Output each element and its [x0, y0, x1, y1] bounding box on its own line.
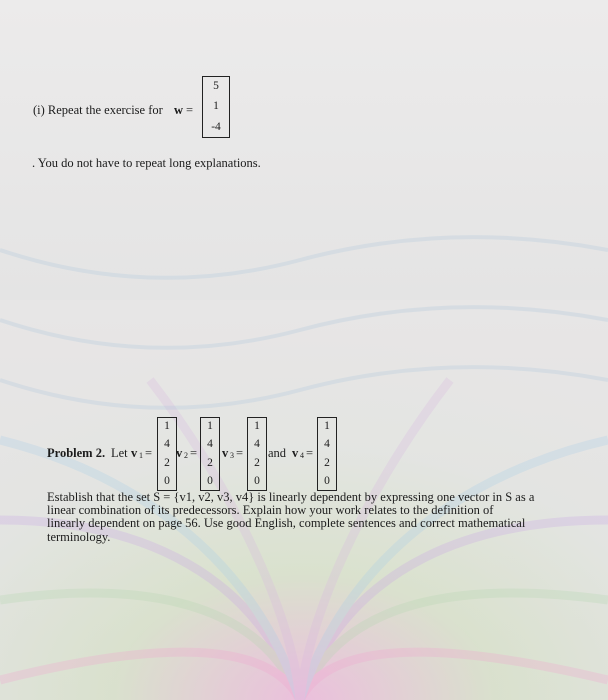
v2-entry-3: 2: [207, 456, 213, 469]
v4-symbol: v: [292, 446, 299, 460]
v2-symbol: v: [176, 446, 183, 460]
v1-matrix: [157, 417, 177, 491]
v3-subscript: 3: [230, 451, 234, 460]
v4-equals: =: [306, 446, 314, 460]
w-equals: =: [186, 103, 194, 117]
body-line-3: linearly dependent on page 56. Use good English, complete sentences and correct mathematical: [47, 516, 526, 531]
v2-entry-4: 0: [207, 475, 213, 487]
v4-entry-3: 2: [324, 456, 330, 469]
v4-entry-2: 4: [324, 438, 330, 450]
body-line-2: linear combination of its predecessors. Explain how your work relates to the definition of: [47, 503, 494, 518]
part-i-note: . You do not have to repeat long explanations.: [32, 156, 261, 170]
w-symbol: w: [174, 103, 184, 117]
v2-subscript: 2: [184, 451, 188, 460]
v1-equals: =: [145, 446, 153, 460]
v3-symbol: v: [222, 446, 229, 460]
v3-entry-2: 4: [254, 438, 260, 450]
body-line-4: terminology.: [47, 529, 111, 544]
v3-matrix: [247, 417, 267, 491]
v3-entry-1: 1: [254, 419, 260, 432]
v1-entry-2: 4: [164, 438, 170, 450]
w-entry-3: -4: [211, 120, 221, 133]
v2-matrix: [200, 417, 220, 491]
body-line-1: Establish that the set S = {v1, v2, v3, v4} is linearly dependent by expressing one vector in S as a: [47, 490, 535, 504]
v1-entry-3: 2: [164, 456, 170, 469]
w-entry-1: 5: [213, 79, 219, 92]
v2-entry-2: 4: [207, 438, 213, 450]
v4-subscript: 4: [300, 451, 304, 460]
v1-subscript: 1: [139, 451, 143, 460]
part-i-label: (i) Repeat the exercise for: [33, 103, 163, 117]
w-matrix: [202, 76, 230, 138]
v1-entry-4: 0: [164, 475, 170, 487]
v2-entry-1: 1: [207, 419, 213, 432]
v4-entry-1: 1: [324, 419, 330, 432]
v4-entry-4: 0: [324, 475, 330, 487]
v1-entry-1: 1: [164, 419, 170, 432]
v3-entry-3: 2: [254, 456, 260, 469]
problem2-heading: Problem 2.: [47, 446, 106, 460]
v3-equals: =: [236, 446, 244, 460]
problem2-body: [47, 491, 567, 544]
w-entry-2: 1: [213, 100, 219, 113]
v1-symbol: v: [131, 446, 138, 460]
v3-entry-4: 0: [254, 475, 260, 487]
and-word: and: [268, 446, 287, 460]
problem2-let: Let: [111, 446, 128, 460]
v2-equals: =: [190, 446, 198, 460]
v4-matrix: [317, 417, 337, 491]
